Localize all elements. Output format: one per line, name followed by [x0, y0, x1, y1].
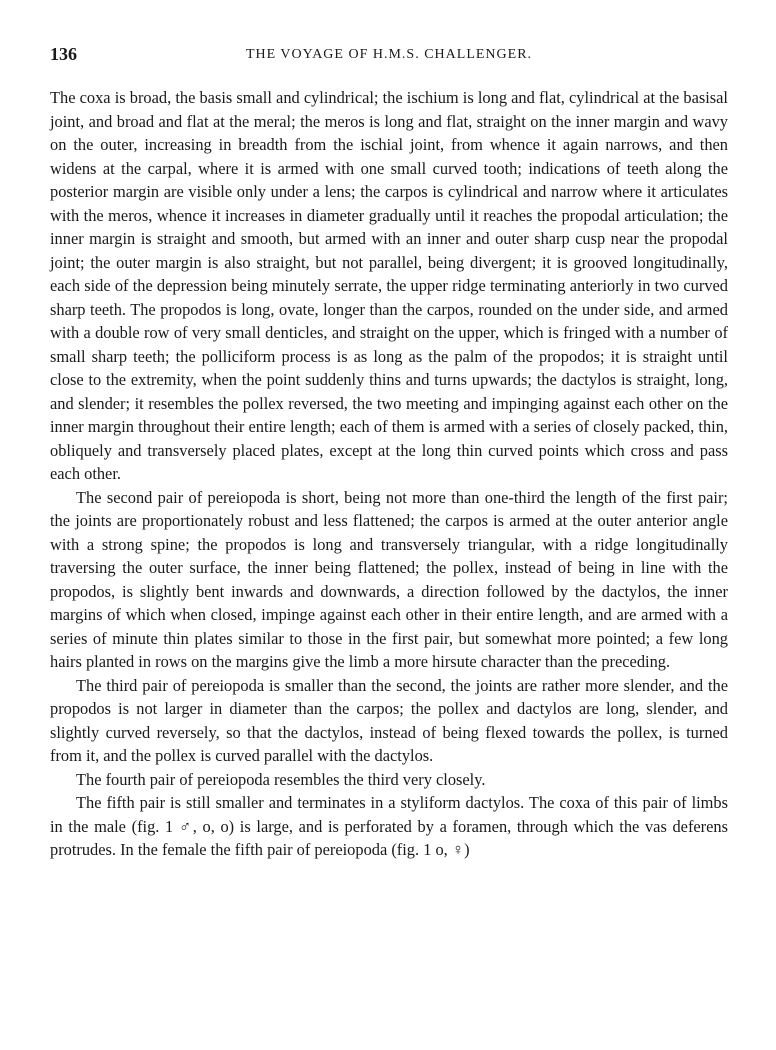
body-text: [50, 86, 728, 862]
page-number: 136: [50, 44, 77, 64]
paragraph-third-pereiopoda: The third pair of pereiopoda is smaller than the second, the joints are rather more slender, and the propodos is not larger in diameter than the carpos; the pollex and dactylos are long, slender, and slightly curved reversely, so that the dactylos, instead of being flexed towards the pollex, is turned from it, and the pollex is curved parallel with the dactylos.: [50, 675, 728, 765]
paragraph-second-pereiopoda: The second pair of pereiopoda is short, being not more than one-third the length of the first pair; the joints are proportionately robust and less flattened; the carpos is armed at the outer anterior angle with a strong spine; the propodos is long and transversely triangular, with a ridge longitudinally traversing the outer surface, the inner being flattened; the pollex, instead of being in line with the propodos, is slightly bent inwards and downwards, a direction followed by the dactylos, the inner margins of which when closed, impinge against each other in their entire length, and are armed with a series of minute thin plates similar to those in the first pair, but somewhat more pointed; a few long hairs planted in rows on the margins give the limb a more hirsute character than the preceding.: [50, 487, 728, 671]
paragraph-coxa-description: The coxa is broad, the basis small and cylindrical; the ischium is long and flat, cylindrical at the basisal joint, and broad and flat at the meral; the meros is long and flat, straight on the inner margin and wavy on the outer, increasing in breadth from the ischial joint, from whence it again narrows, and then widens at the carpal, where it is armed with one small curved tooth; indications of teeth along the posterior margin are visible only under a lens; the carpos is cylindrical and narrow where it articulates with the meros, whence it increases in diameter gradually until it reaches the propodal articulation; the inner margin is straight and smooth, but armed with an inner and outer sharp cusp near the propodal joint; the outer margin is also straight, but not parallel, being divergent; it is grooved longitudinally, each side of the depression being minutely serrate, the upper ridge terminating anteriorly in two curved sharp teeth. The propodos is long, ovate, longer than the carpos, rounded on the under side, and armed with a double row of very small denticles, and straight on the upper, which is fringed with a number of small sharp teeth; the polliciform process is as long as the palm of the propodos; it is straight until close to the extremity, when the point suddenly thins and turns upwards; the dactylos is straight, long, and slender; it resembles the pollex reversed, the two meeting and impinging against each other on the inner margin throughout their entire length; each of them is armed with a series of closely packed, thin, obliquely and transversely placed plates, except at the long thin curved points which cross and pass each other.: [50, 88, 728, 483]
paragraph-fourth-pereiopoda: The fourth pair of pereiopoda resembles the third very closely.: [76, 769, 486, 789]
page-header: [50, 44, 728, 68]
paragraph-fifth-pereiopoda: The fifth pair is still smaller and terminates in a styliform dactylos. The coxa of this pair of limbs in the male (fig. 1 ♂, o, o) is large, and is perforated by a foramen, through which the vas deferens protrudes. In the female the fifth pair of pereiopoda (fig. 1 o, ♀): [50, 793, 728, 859]
running-title: THE VOYAGE OF H.M.S. CHALLENGER.: [245, 47, 533, 62]
